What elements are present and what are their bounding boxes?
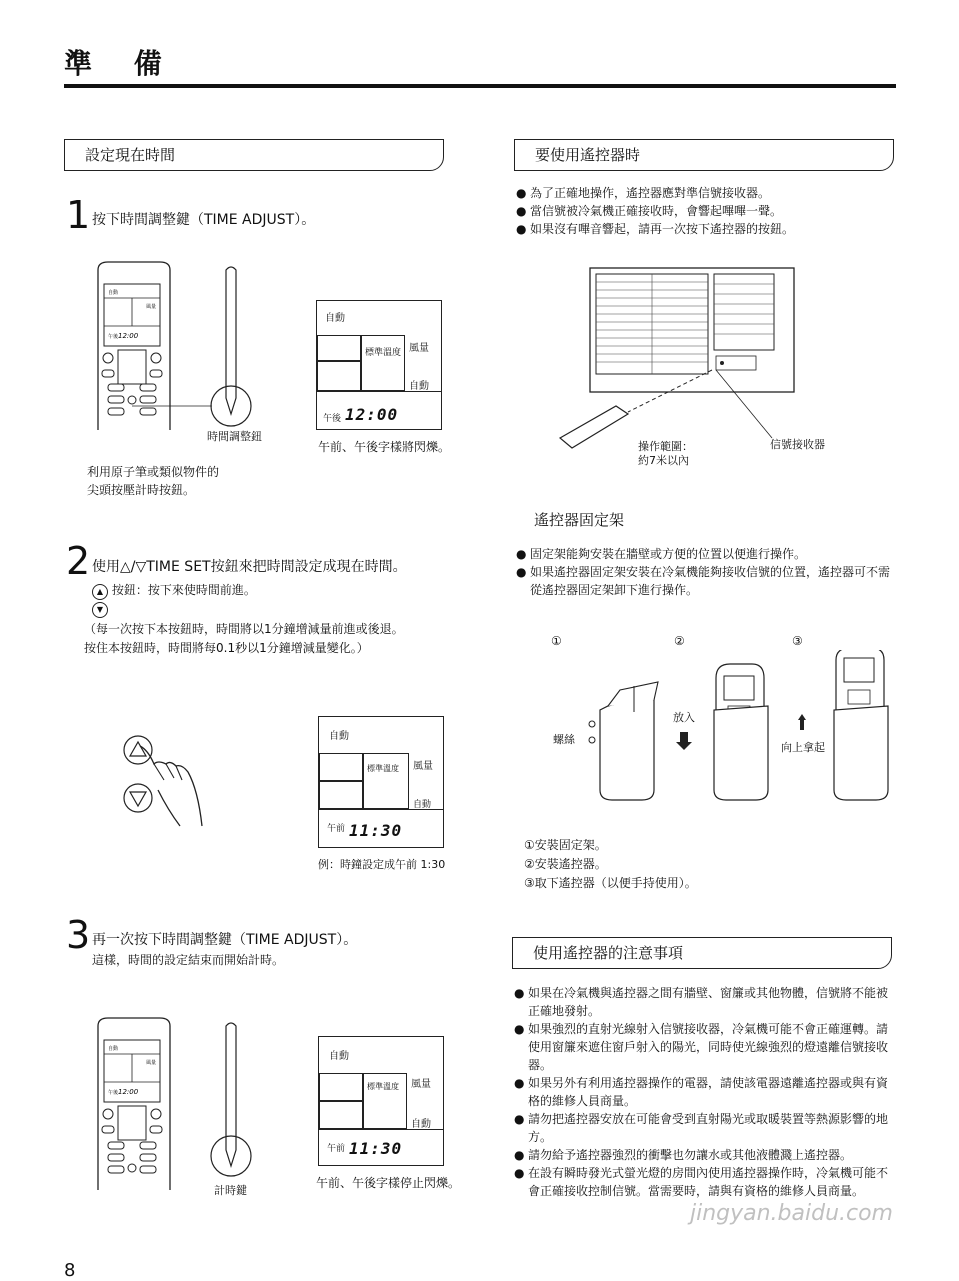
precaution-bullet-5: ● 請勿給予遙控器強烈的衝擊也勿讓水或其他液體濺上遙控器。 xyxy=(514,1148,853,1162)
svg-text:風量: 風量 xyxy=(146,304,157,310)
down-arrow-icon: ▼ xyxy=(92,601,108,618)
signal-receiver-label: 信號接收器 xyxy=(770,438,825,451)
step3-number: 3 xyxy=(66,913,91,957)
section-title-set-time: 設定現在時間 xyxy=(64,139,444,171)
svg-text:12:00: 12:00 xyxy=(118,332,139,340)
section-title-use-remote: 要使用遙控器時 xyxy=(514,139,894,171)
holder-section-title: 遙控器固定架 xyxy=(534,511,625,529)
precautions-bullets xyxy=(514,984,896,1200)
precaution-bullet-6: ● 在設有瞬時發光式螢光燈的房間內使用遙控器操作時，冷氣機可能不會正確接收控制信號。當需要時，請與有資格的維修人員商量。 xyxy=(514,1166,889,1198)
step2-up-line xyxy=(92,581,256,600)
section-title-precautions: 使用遙控器的注意事項 xyxy=(512,937,892,969)
holder-bullet-2: ● 如果遙控器固定架安裝在冷氣機能夠接收信號的位置，遙控器可不需從遙控器固定架卸下進行操作。 xyxy=(516,565,891,597)
step1-note-line2: 尖頭按壓計時按鈕。 xyxy=(87,483,196,497)
holder-bullets xyxy=(516,545,896,599)
operating-range-label xyxy=(638,440,693,468)
insert-label: 放入 xyxy=(673,711,695,724)
step1-text: 按下時間調整鍵（TIME ADJUST）。 xyxy=(92,212,316,228)
lcd-fan-mode: 自動 xyxy=(409,381,429,392)
precaution-bullet-1: ● 如果在冷氣機與遙控器之間有牆壁、窗簾或其他物體，信號將不能被正確地發射。 xyxy=(514,986,889,1018)
lcd-display-step3 xyxy=(318,1036,444,1166)
svg-text:自動: 自動 xyxy=(108,290,119,296)
lcd-mode: 自動 xyxy=(325,313,345,324)
holder-step-num-1: ① xyxy=(551,634,562,648)
holder-step-num-3: ③ xyxy=(792,634,803,648)
step1-number: 1 xyxy=(66,193,91,237)
remote-illustration-step1 xyxy=(94,258,274,448)
lcd2-mode: 自動 xyxy=(329,731,349,742)
step2-note-line1: （每一次按下本按鈕時，時間將以1分鐘增減量前進或後退。 xyxy=(84,622,404,636)
step1-note xyxy=(87,463,219,499)
step1-caption: 午前、午後字樣將閃爍。 xyxy=(318,440,451,454)
precaution-bullet-3: ● 如果另外有利用遙控器操作的電器，請使該電器遠離遙控器或與有資格的維修人員商量。 xyxy=(514,1076,889,1108)
lcd-ampm: 午後 xyxy=(323,414,342,424)
holder-bullet-1: ● 固定架能夠安裝在牆壁或方便的位置以便進行操作。 xyxy=(516,547,807,561)
use-remote-bullet-3: ● 如果沒有嗶音響起，請再一次按下遙控器的按鈕。 xyxy=(516,222,795,236)
lcd3-temp: 標準溫度 xyxy=(367,1082,399,1091)
step1-note-line1: 利用原子筆或類似物件的 xyxy=(87,465,220,479)
holder-steps-list xyxy=(524,836,697,893)
time-adjust-button-label: 時間調整鈕 xyxy=(207,430,262,443)
step2-text: 使用△/▽TIME SET按鈕來把時間設定成現在時間。 xyxy=(92,559,407,575)
page-number: 8 xyxy=(64,1260,76,1281)
hand-pressing-arrow-illustration xyxy=(118,730,228,830)
precaution-bullet-2: ● 如果強烈的直射光線射入信號接收器，冷氣機可能不會正確運轉。請使用窗簾來遮住窗戶射入的陽光，同時使光線強烈的燈遠離信號接收器。 xyxy=(514,1022,889,1072)
timer-button-label: 計時鍵 xyxy=(214,1184,247,1197)
step2-number: 2 xyxy=(66,539,91,583)
step2-caption: 例：時鐘設定成午前 1:30 xyxy=(318,858,446,871)
lcd-time: 12:00 xyxy=(345,405,399,424)
lcd2-fan-mode: 自動 xyxy=(413,800,432,810)
step3-text: 再一次按下時間調整鍵（TIME ADJUST）。 xyxy=(92,932,358,948)
step3-caption: 午前、午後字樣停止閃爍。 xyxy=(316,1176,461,1190)
use-remote-bullet-2: ● 當信號被冷氣機正確接收時，會響起嗶嗶一聲。 xyxy=(516,204,783,218)
precaution-bullet-4: ● 請勿把遙控器安放在可能會受到直射陽光或取暖裝置等熱源影響的地方。 xyxy=(514,1112,889,1144)
holder-step-num-2: ② xyxy=(674,634,685,648)
svg-text:風量: 風量 xyxy=(146,1060,157,1066)
page-title: 準 備 xyxy=(64,47,178,80)
holder-step-2: ②安裝遙控器。 xyxy=(524,857,607,871)
lcd-display-step2 xyxy=(318,716,444,848)
lift-label: 向上拿起 xyxy=(781,741,825,754)
lcd3-ampm: 午前 xyxy=(327,1144,346,1154)
lcd-fan: 風量 xyxy=(409,343,429,354)
lcd3-time: 11:30 xyxy=(349,1139,403,1158)
use-remote-bullets xyxy=(516,184,896,238)
holder-install-illustration xyxy=(580,650,890,810)
lcd-display-step1 xyxy=(316,300,442,430)
holder-step-1: ①安裝固定架。 xyxy=(524,838,607,852)
step2-up-text: 按鈕：按下來使時間前進。 xyxy=(111,583,256,597)
svg-text:午後: 午後 xyxy=(108,1090,119,1096)
operating-range-line2: 約7米以內 xyxy=(638,454,689,467)
remote-illustration-step3 xyxy=(94,1014,274,1194)
watermark: jingyan.baidu.com xyxy=(689,1201,893,1226)
lcd2-temp: 標準溫度 xyxy=(367,764,399,773)
svg-text:自動: 自動 xyxy=(108,1046,119,1052)
lcd3-mode: 自動 xyxy=(329,1051,349,1062)
lcd-temp: 標準溫度 xyxy=(365,348,402,358)
screw-label: 螺絲 xyxy=(553,733,575,746)
lcd2-time: 11:30 xyxy=(349,821,403,840)
lcd3-fan: 風量 xyxy=(411,1079,431,1090)
lcd2-fan: 風量 xyxy=(413,761,433,772)
up-arrow-icon: ▲ xyxy=(92,584,108,600)
svg-text:12:00: 12:00 xyxy=(118,1088,139,1096)
holder-step-3: ③取下遙控器（以便手持使用）。 xyxy=(524,876,697,890)
step2-note-line2: 按住本按鈕時，時間將每0.1秒以1分鐘增減量變化。） xyxy=(84,641,369,655)
operating-range-line1: 操作範圍： xyxy=(638,440,693,453)
use-remote-bullet-1: ● 為了正確地操作，遙控器應對準信號接收器。 xyxy=(516,186,771,200)
step3-sub: 這樣，時間的設定結束而開始計時。 xyxy=(92,953,285,967)
svg-text:午後: 午後 xyxy=(108,334,119,340)
title-rule xyxy=(64,84,896,88)
step2-note xyxy=(84,620,404,658)
lcd2-ampm: 午前 xyxy=(327,824,346,834)
lcd3-fan-mode: 自動 xyxy=(411,1119,431,1130)
